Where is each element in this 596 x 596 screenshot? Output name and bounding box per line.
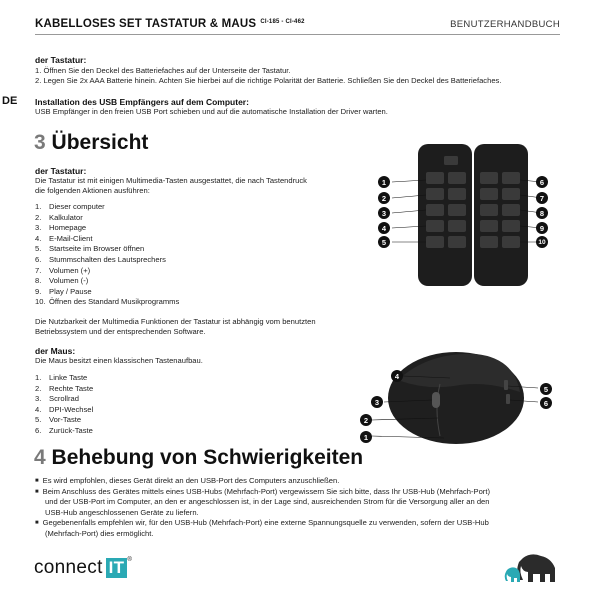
section-3-heading: 3 Übersicht bbox=[34, 131, 149, 154]
list-item: 1. Linke Taste bbox=[35, 373, 88, 382]
list-item: ■ Beim Anschluss des Gerätes mittels eines USB-Hubs (Mehrfach-Port) vergewissern Sie sich bitte, dass Ihr USB-Hub (Mehrfach-Port) und der USB-Port im Computer, an den er angeschlossen ist, in der Lage sind, ausreichenden Strom für die Versorgung aller an den USB-Hub angeschlossenen Geräte zu liefern. bbox=[35, 487, 565, 519]
language-tab: DE bbox=[0, 95, 32, 111]
keyboard-callout-10: 10 bbox=[536, 236, 548, 248]
keyboard-callout-4: 4 bbox=[378, 222, 390, 234]
mouse-callout-1: 1 bbox=[360, 431, 372, 443]
list-item: ■ Gegebenenfalls empfehlen wir, für den USB-Hub (Mehrfach-Port) eine externe Spannungsquelle zu verwenden, sofern der USB-Hub (Mehrfach-Port) dies ermöglicht. bbox=[35, 518, 565, 539]
list-item: 9. Play / Pause bbox=[35, 286, 92, 296]
usb-text: USB Empfänger in den freien USB Port schieben und auf die automatische Installation der Driver warten. bbox=[35, 107, 388, 116]
troubleshooting-list bbox=[35, 476, 565, 540]
mouse-intro: Die Maus besitzt einen klassischen Tastenaufbau. bbox=[35, 356, 203, 365]
list-item: 5. Startseite im Browser öffnen bbox=[35, 244, 145, 254]
header-divider bbox=[35, 34, 560, 35]
list-item: 3. Homepage bbox=[35, 223, 87, 233]
usb-heading: Installation des USB Empfängers auf dem Computer: bbox=[35, 97, 249, 107]
mouse-callout-6: 6 bbox=[540, 397, 552, 409]
keyboard-callout-2: 2 bbox=[378, 192, 390, 204]
keyboard-callout-9: 9 bbox=[536, 222, 548, 234]
mouse-callout-4: 4 bbox=[391, 370, 403, 382]
keyboard-illustration bbox=[378, 142, 558, 290]
keyboard-callout-3: 3 bbox=[378, 207, 390, 219]
list-item: 1. Dieser computer bbox=[35, 202, 105, 211]
mouse-button-list bbox=[35, 373, 235, 437]
keyboard-intro-1: Die Tastatur ist mit einigen Multimedia-Tasten ausgestattet, die nach Tastendruck bbox=[35, 176, 307, 185]
battery-heading: der Tastatur: bbox=[35, 55, 87, 65]
mouse-callout-2: 2 bbox=[360, 414, 372, 426]
mouse-heading: der Maus: bbox=[35, 346, 76, 356]
mouse-image bbox=[358, 340, 558, 448]
keyboard-note-1: Die Nutzbarkeit der Multimedia Funktionen der Tastatur ist abhängig vom benutzten bbox=[35, 317, 316, 326]
list-item: 5. Vor-Taste bbox=[35, 415, 82, 425]
list-item: 7. Volumen (+) bbox=[35, 265, 91, 275]
keyboard-function-list bbox=[35, 202, 355, 308]
keyboard-callout-8: 8 bbox=[536, 207, 548, 219]
list-item: 8. Volumen (-) bbox=[35, 276, 89, 286]
section-4-heading: 4 Behebung von Schwierigkeiten bbox=[34, 446, 364, 469]
keyboard-intro-2: die folgenden Aktionen ausführen: bbox=[35, 186, 150, 195]
list-item: 2. Rechte Taste bbox=[35, 383, 94, 393]
list-item: 2. Kalkulator bbox=[35, 212, 83, 222]
list-item: 10. Öffnen des Standard Musikprogramms bbox=[35, 297, 180, 307]
keyboard-callout-7: 7 bbox=[536, 192, 548, 204]
keyboard-callout-1: 1 bbox=[378, 176, 390, 188]
battery-step-2: 2. Legen Sie 2x AAA Batterie hinein. Achten Sie hierbei auf die richtige Polarität der Batterie. Schließen Sie den Deckel des Batteriefaches. bbox=[35, 76, 502, 85]
document-title: KABELLOSES SET TASTATUR & MAUS $^{CI-185 - CI-462}$ bbox=[35, 18, 305, 30]
list-item: 4. E-Mail-Client bbox=[35, 233, 93, 243]
elephant-icon bbox=[503, 550, 563, 584]
manual-label: BENUTZERHANDBUCH bbox=[450, 19, 560, 30]
keyboard-callout-6: 6 bbox=[536, 176, 548, 188]
battery-step-1: 1. Öffnen Sie den Deckel des Batteriefaches auf der Unterseite der Tastatur. bbox=[35, 66, 291, 75]
list-item: 4. DPI-Wechsel bbox=[35, 404, 94, 414]
mouse-illustration bbox=[358, 340, 558, 448]
keyboard-image bbox=[378, 142, 558, 290]
list-item: 6. Zurück-Taste bbox=[35, 425, 93, 435]
keyboard-callout-5: 5 bbox=[378, 236, 390, 248]
model-numbers: CI-185 - CI-462 bbox=[260, 19, 305, 25]
mouse-callout-5: 5 bbox=[540, 383, 552, 395]
mouse-callout-3: 3 bbox=[371, 396, 383, 408]
keyboard-heading: der Tastatur: bbox=[35, 166, 87, 176]
list-item: ■ Es wird empfohlen, dieses Gerät direkt an den USB-Port des Computers anzuschließen. bbox=[35, 476, 565, 487]
keyboard-note-2: Betriebssystem und der entsprechenden Software. bbox=[35, 327, 206, 336]
list-item: 6. Stummschalten des Lautsprechers bbox=[35, 254, 166, 264]
list-item: 3. Scrollrad bbox=[35, 394, 79, 404]
brand-logo: connect IT ® bbox=[34, 557, 133, 578]
